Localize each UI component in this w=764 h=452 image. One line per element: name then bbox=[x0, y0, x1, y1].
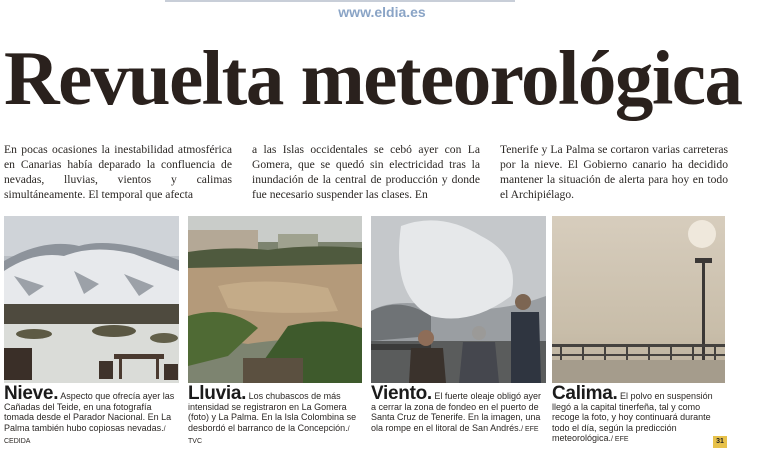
caption-nieve bbox=[4, 383, 180, 448]
headline: Revuelta meteorológica bbox=[4, 35, 742, 121]
caption-calima bbox=[552, 383, 728, 446]
caption-text: El fuerte oleaje obligó ayer a cerrar la zona de fondeo en el puerto de Santa Cruz de Tenerife. En la imagen, una ola rompe en el litoral de San Andrés. bbox=[371, 391, 541, 433]
caption-title: Lluvia. bbox=[188, 383, 247, 404]
article-body bbox=[4, 142, 728, 204]
site-url[interactable]: www.eldia.es bbox=[338, 4, 426, 20]
caption-lluvia bbox=[188, 383, 364, 448]
page-number: 31 bbox=[713, 436, 727, 448]
top-rule bbox=[165, 0, 515, 2]
caption-viento bbox=[371, 383, 547, 435]
body-column-3: Tenerife y La Palma se cortaron varias carreteras por la nieve. El Gobierno canario ha decidido mantener la situación de alerta para hoy en todo el Archipiélago. bbox=[500, 143, 728, 201]
caption-credit: / EFE bbox=[521, 425, 539, 433]
caption-title: Viento. bbox=[371, 383, 432, 404]
caption-credit: / EFE bbox=[611, 436, 629, 443]
photo-viento bbox=[371, 216, 546, 383]
caption-title: Nieve. bbox=[4, 383, 59, 404]
photo-lluvia bbox=[188, 216, 362, 383]
caption-text: El polvo en suspensión llegó a la capital tinerfeña, tal y como recoge la foto, y hoy continuará durante todo el día, según la predicción meteorológica. bbox=[552, 391, 713, 443]
photo-calima bbox=[552, 216, 725, 383]
body-column-2: a las Islas occidentales se cebó ayer con La Gomera, que se quedó sin electricidad tras la inundación de la central de producción y donde fue necesario suspender las clases. En bbox=[252, 143, 480, 201]
caption-credit: / TVC bbox=[188, 425, 350, 445]
caption-title: Calima. bbox=[552, 383, 618, 404]
caption-credit: / CEDIDA bbox=[4, 425, 166, 445]
body-column-1: En pocas ocasiones la inestabilidad atmosférica en Canarias había deparado la confluencia de nevadas, lluvias, vientos y calimas simultáneamente. El temporal que afecta bbox=[4, 143, 232, 201]
photo-nieve bbox=[4, 216, 179, 383]
caption-text: Los chubascos de más intensidad se registraron en La Gomera (foto) y La Palma. En la Isla Colombina se desbordó el barranco de la Concepción. bbox=[188, 391, 357, 433]
caption-text: Aspecto que ofrecía ayer las Cañadas del Teide, en una fotografía tomada desde el Parador Nacional. En La Palma también hubo copiosas nevadas. bbox=[4, 391, 175, 433]
